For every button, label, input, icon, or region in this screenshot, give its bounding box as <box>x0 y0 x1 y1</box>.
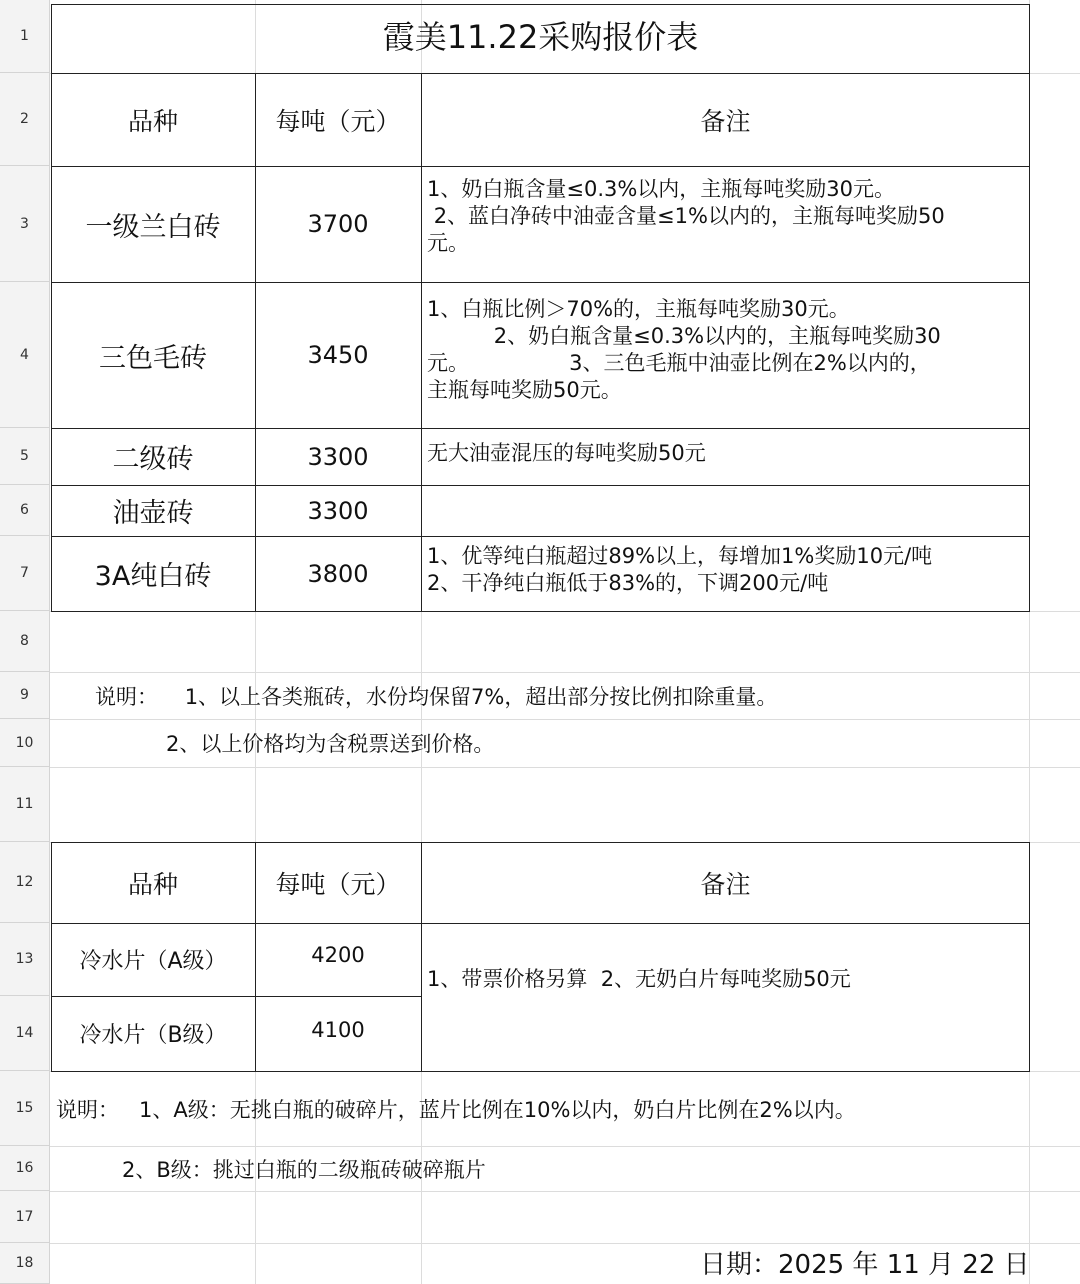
row-header-8[interactable]: 8 <box>0 611 50 672</box>
row-header-1[interactable]: 1 <box>0 0 50 73</box>
header-price[interactable]: 每吨（元） <box>275 106 401 136</box>
header-price[interactable]: 每吨（元） <box>275 869 401 899</box>
grid-row-line <box>50 1146 1080 1147</box>
grid-row-line <box>50 719 1080 720</box>
table-row-price[interactable]: 3450 <box>307 341 369 369</box>
header-remarks[interactable]: 备注 <box>700 869 751 899</box>
notes2-line2[interactable]: 2、B级：挑过白瓶的二级瓶砖破碎瓶片 <box>122 1158 486 1182</box>
table-row-variety[interactable]: 油壶砖 <box>112 498 194 529</box>
table-row-variety[interactable]: 三色毛砖 <box>99 342 207 374</box>
table-row-remarks[interactable]: 1、白瓶比例＞70%的，主瓶每吨奖励30元。 2、奶白瓶含量≤0.3%以内的，主瓶每吨奖励30 元。 3、三色毛瓶中油壶比例在2%以内的， 主瓶每吨奖励50元。 <box>427 297 941 402</box>
header-variety[interactable]: 品种 <box>127 869 178 899</box>
table-row-price[interactable]: 3300 <box>307 442 369 471</box>
notes1-line2[interactable]: 2、以上价格均为含税票送到价格。 <box>166 732 495 756</box>
row-header-2[interactable]: 2 <box>0 73 50 166</box>
table-row-variety[interactable]: 冷水片（A级） <box>79 949 227 974</box>
row-header-16[interactable]: 16 <box>0 1146 50 1191</box>
row-header-17[interactable]: 17 <box>0 1191 50 1243</box>
notes1-line1[interactable]: 说明： 1、以上各类瓶砖，水份均保留7%，超出部分按比例扣除重量。 <box>95 685 778 709</box>
table-row-remarks[interactable] <box>421 495 1030 531</box>
header-variety[interactable]: 品种 <box>127 106 178 136</box>
row-header-11[interactable]: 11 <box>0 767 50 842</box>
grid-row-line <box>50 1191 1080 1192</box>
row-header-14[interactable]: 14 <box>0 996 50 1071</box>
grid-row-line <box>50 672 1080 673</box>
row-header-3[interactable]: 3 <box>0 166 50 282</box>
table-row-price[interactable]: 4100 <box>311 1018 365 1042</box>
table-row-variety[interactable]: 一级兰白砖 <box>85 211 221 243</box>
table-row-variety[interactable]: 冷水片（B级） <box>79 1023 227 1048</box>
row-header-12[interactable]: 12 <box>0 842 50 923</box>
table-row-remarks[interactable]: 1、优等纯白瓶超过89%以上，每增加1%奖励10元/吨 2、干净纯白瓶低于83%的，下调200元/吨 <box>427 544 933 595</box>
table-row-variety[interactable]: 二级砖 <box>112 444 194 475</box>
row-header-18[interactable]: 18 <box>0 1243 50 1284</box>
table-row-price[interactable]: 3800 <box>307 559 369 588</box>
table-row-variety[interactable]: 3A纯白砖 <box>94 561 212 592</box>
row-header-5[interactable]: 5 <box>0 428 50 485</box>
table-row-remarks[interactable]: 1、奶白瓶含量≤0.3%以内，主瓶每吨奖励30元。 2、蓝白净砖中油壶含量≤1%以内的，主瓶每吨奖励50 元。 <box>427 177 945 255</box>
table-row-remarks[interactable]: 无大油壶混压的每吨奖励50元 <box>427 441 706 465</box>
grid-row-line <box>50 767 1080 768</box>
table-row-price[interactable]: 3700 <box>307 210 369 238</box>
row-header-13[interactable]: 13 <box>0 923 50 996</box>
row-header-4[interactable]: 4 <box>0 282 50 428</box>
header-remarks[interactable]: 备注 <box>700 106 751 136</box>
table-row-price[interactable]: 3300 <box>307 496 369 525</box>
page-title[interactable]: 霞美11.22采购报价表 <box>382 18 699 56</box>
row-header-10[interactable]: 10 <box>0 719 50 767</box>
row-header-15[interactable]: 15 <box>0 1071 50 1146</box>
row-header-7[interactable]: 7 <box>0 536 50 611</box>
row-header-9[interactable]: 9 <box>0 672 50 719</box>
merged-remarks[interactable]: 1、带票价格另算 2、无奶白片每吨奖励50元 <box>427 967 851 991</box>
date-text[interactable]: 日期：2025 年 11 月 22 日 <box>700 1250 1030 1280</box>
notes2-line1[interactable]: 说明： 1、A级：无挑白瓶的破碎片，蓝片比例在10%以内，奶白片比例在2%以内。 <box>56 1098 856 1122</box>
row-header-6[interactable]: 6 <box>0 485 50 536</box>
table-row-price[interactable]: 4200 <box>311 943 365 967</box>
